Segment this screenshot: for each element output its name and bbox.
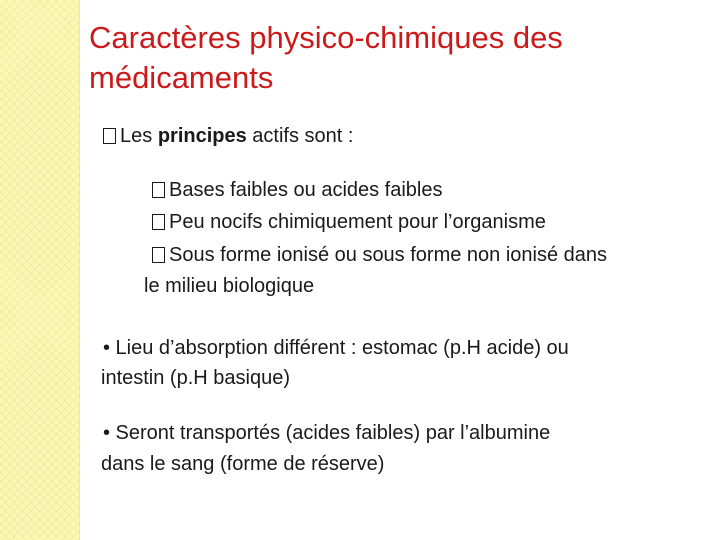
- intro-suffix: actifs sont :: [246, 125, 354, 147]
- sub-item-text: Peu nocifs chimiquement pour l’organisme: [169, 211, 546, 233]
- intro-line: [103, 124, 353, 148]
- sub-item-text: Bases faibles ou acides faibles: [169, 179, 443, 201]
- bullet-2-line-1: • Seront transportés (acides faibles) par l’albumine: [103, 422, 551, 444]
- bullet-1-line-2: intestin (p.H basique): [101, 367, 290, 389]
- sub-item: [152, 243, 607, 267]
- slide-title: [89, 18, 689, 98]
- bullet-1-line-1: • Lieu d’absorption différent : estomac (p.H acide) ou: [103, 337, 569, 359]
- checkbox-bullet-icon: [152, 247, 165, 263]
- intro-prefix: Les: [120, 125, 158, 147]
- sub-item: [152, 178, 443, 202]
- sub-item-text: Sous forme ionisé ou sous forme non ionisé dans: [169, 244, 608, 266]
- sub-item-continuation: le milieu biologique: [144, 275, 315, 297]
- checkbox-bullet-icon: [103, 128, 116, 144]
- decorative-side-band: [0, 0, 80, 540]
- slide-title-line-2: médicaments: [89, 60, 274, 95]
- sub-item: [152, 210, 546, 234]
- bullet-2-line-2: dans le sang (forme de réserve): [101, 453, 385, 475]
- checkbox-bullet-icon: [152, 214, 165, 230]
- slide-title-line-1: Caractères physico-chimiques des: [89, 20, 563, 55]
- checkbox-bullet-icon: [152, 182, 165, 198]
- intro-bold-word: principes: [157, 125, 247, 147]
